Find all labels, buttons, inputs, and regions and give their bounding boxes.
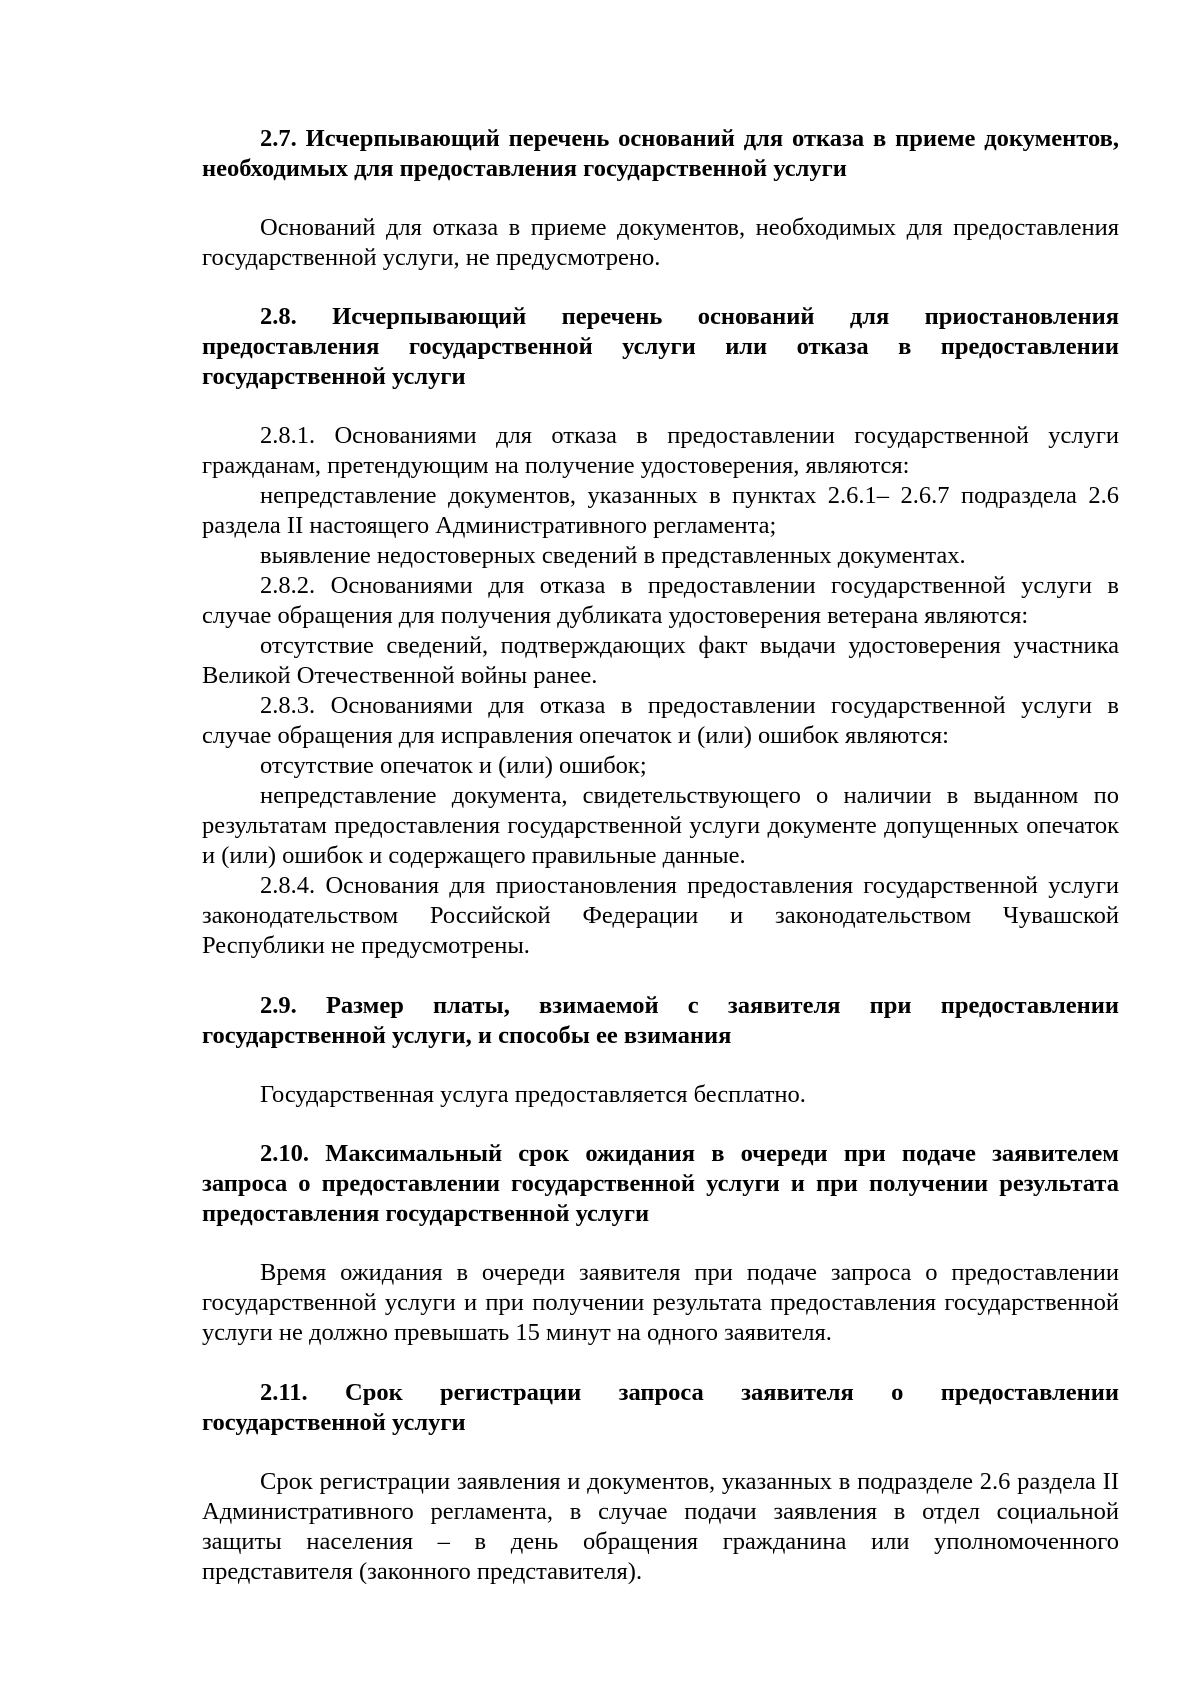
section-heading-2-11: 2.11. Срок регистрации запроса заявителя о предоставлении государственной услуги [202,1379,1119,1436]
paragraph-2-8-4: 2.8.4. Основания для приостановления предоставления государственной услуги законодательством Российской Федерации и законодательством Чувашской Республики не предусмотрены. [202,872,1119,959]
paragraph-2-10-text: Время ожидания в очереди заявителя при подаче запроса о предоставлении государственной услуги и при получении результата предоставления государственной услуги не должно превышать 15 минут на одного заявителя. [202,1259,1119,1346]
paragraph-2-8-2-item-1: отсутствие сведений, подтверждающих факт выдачи удостоверения участника Великой Отечественной войны ранее. [202,632,1119,689]
paragraph-2-8-1-item-2: выявление недостоверных сведений в представленных документах. [260,542,966,569]
paragraph-2-9-text: Государственная услуга предоставляется бесплатно. [260,1081,806,1108]
paragraph-2-8-1: 2.8.1. Основаниями для отказа в предоставлении государственной услуги гражданам, претендующим на получение удостоверения, являются: [202,422,1119,479]
section-heading-2-7: 2.7. Исчерпывающий перечень оснований для отказа в приеме документов, необходимых для предоставления государственной услуги [202,125,1119,182]
paragraph-2-8-1-item-1: непредставление документов, указанных в пунктах 2.6.1– 2.6.7 подраздела 2.6 раздела II настоящего Административного регламента; [202,482,1119,539]
paragraph-2-11-text: Срок регистрации заявления и документов, указанных в подразделе 2.6 раздела II Административного регламента, в случае подачи заявления в отдел социальной защиты населения – в день обращения гражданина или уполномоченного представителя (законного представителя). [202,1468,1119,1585]
section-heading-2-9: 2.9. Размер платы, взимаемой с заявителя при предоставлении государственной услуги, и способы ее взимания [202,992,1119,1049]
paragraph-2-8-2: 2.8.2. Основаниями для отказа в предоставлении государственной услуги в случае обращения для получения дубликата удостоверения ветерана являются: [202,572,1119,629]
paragraph-2-8-3-item-2: непредставление документа, свидетельствующего о наличии в выданном по результатам предоставления государственной услуги документе допущенных опечаток и (или) ошибок и содержащего правильные данные. [202,782,1119,869]
paragraph-2-7-text: Оснований для отказа в приеме документов, необходимых для предоставления государственной услуги, не предусмотрено. [202,214,1119,271]
paragraph-2-8-3: 2.8.3. Основаниями для отказа в предоставлении государственной услуги в случае обращения для исправления опечаток и (или) ошибок являются: [202,692,1119,749]
section-heading-2-8: 2.8. Исчерпывающий перечень оснований для приостановления предоставления государственной услуги или отказа в предоставлении государственной услуги [202,303,1119,390]
section-heading-2-10: 2.10. Максимальный срок ожидания в очереди при подаче заявителем запроса о предоставлении государственной услуги и при получении результата предоставления государственной услуги [202,1140,1119,1227]
paragraph-2-8-3-item-1: отсутствие опечаток и (или) ошибок; [260,752,647,779]
